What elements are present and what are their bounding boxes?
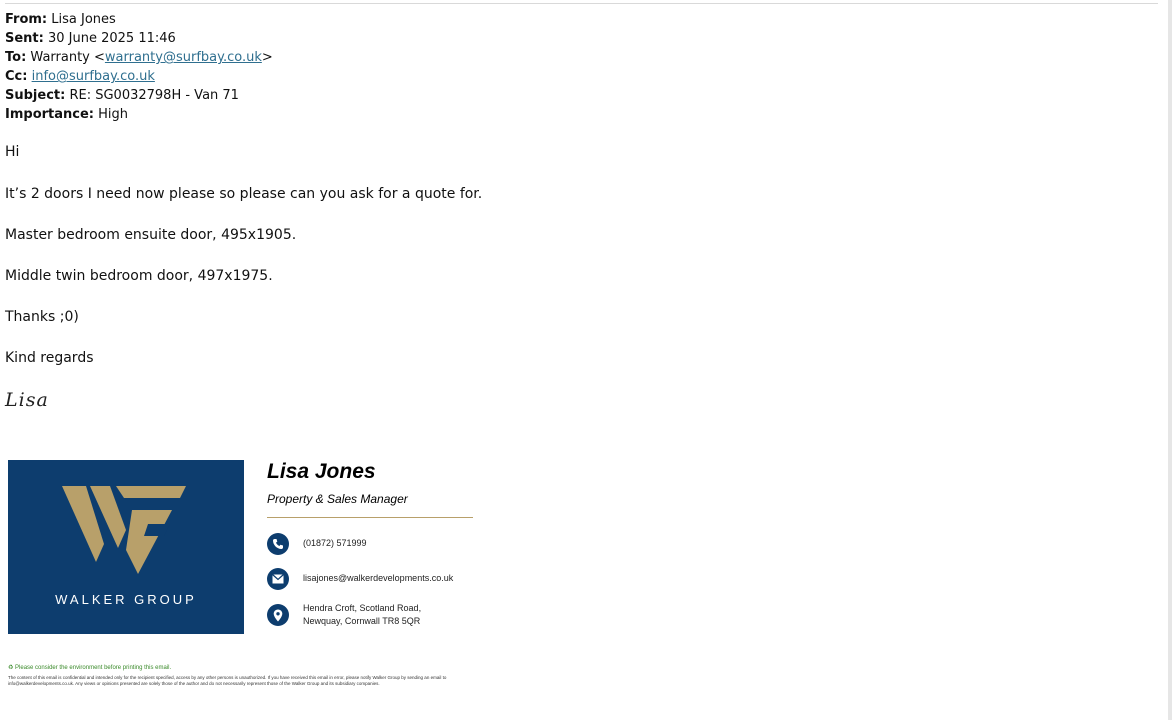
walker-group-logo-icon (60, 484, 192, 576)
cc-email-link[interactable]: info@surfbay.co.uk (31, 69, 155, 84)
sent-row (5, 29, 273, 48)
contact-address (267, 604, 421, 628)
contact-email (267, 568, 453, 590)
location-pin-icon (267, 604, 289, 626)
to-name: Warranty < (30, 50, 105, 65)
from-label: From: (5, 12, 48, 27)
body-line-3: Middle twin bedroom door, 497x1975. (5, 268, 273, 284)
top-divider (5, 3, 1158, 4)
to-close: > (261, 50, 273, 65)
body-greeting: Hi (5, 144, 20, 160)
sent-label: Sent: (5, 31, 44, 46)
body-thanks: Thanks ;0) (5, 309, 79, 325)
to-label: To: (5, 50, 27, 65)
importance-row (5, 105, 273, 124)
address-line-1: Hendra Croft, Scotland Road, (303, 603, 422, 613)
body-line-1: It’s 2 doors I need now please so please can you ask for a quote for. (5, 186, 483, 202)
address (303, 602, 421, 628)
signature-title: Property & Sales Manager (267, 492, 408, 506)
signature-divider (267, 517, 473, 518)
logo-text: WALKER GROUP (55, 592, 197, 607)
confidentiality-disclaimer: The content of this email is confidential and intended only for the recipient specified, access by any other persons is unauthorized. If you have received this email in error, please notify Walker Group by sending an email to info@walkerdevelopments.co.uk. Any views or opinions presented are solely those of the author and do not necessarily represent those of the Walker Group and its subsidiary companies. (8, 675, 447, 686)
signature-name: Lisa Jones (267, 460, 376, 483)
address-line-2: Newquay, Cornwall TR8 5QR (303, 616, 421, 626)
handwritten-signature: Lisa (5, 389, 49, 411)
body-closing: Kind regards (5, 350, 94, 366)
mail-icon (267, 568, 289, 590)
from-row (5, 10, 273, 29)
environment-note: ♻ Please consider the environment before printing this email. (8, 665, 172, 671)
scrollbar-track[interactable] (1168, 0, 1172, 720)
phone-number[interactable]: (01872) 571999 (303, 538, 367, 548)
importance-label: Importance: (5, 107, 94, 122)
contact-phone (267, 533, 367, 555)
email-signature (8, 460, 498, 636)
email-address[interactable]: lisajones@walkerdevelopments.co.uk (303, 573, 454, 583)
cc-label: Cc: (5, 69, 28, 84)
subject-label: Subject: (5, 88, 66, 103)
from-value: Lisa Jones (51, 12, 116, 27)
sent-value: 30 June 2025 11:46 (48, 31, 176, 46)
to-row (5, 48, 273, 67)
walker-group-logo (8, 460, 244, 634)
importance-value: High (98, 107, 129, 122)
to-email-link[interactable]: warranty@surfbay.co.uk (104, 50, 262, 65)
email-header (5, 10, 273, 124)
subject-value: RE: SG0032798H - Van 71 (69, 88, 239, 103)
phone-icon (267, 533, 289, 555)
body-line-2: Master bedroom ensuite door, 495x1905. (5, 227, 297, 243)
cc-row (5, 67, 273, 86)
subject-row (5, 86, 273, 105)
